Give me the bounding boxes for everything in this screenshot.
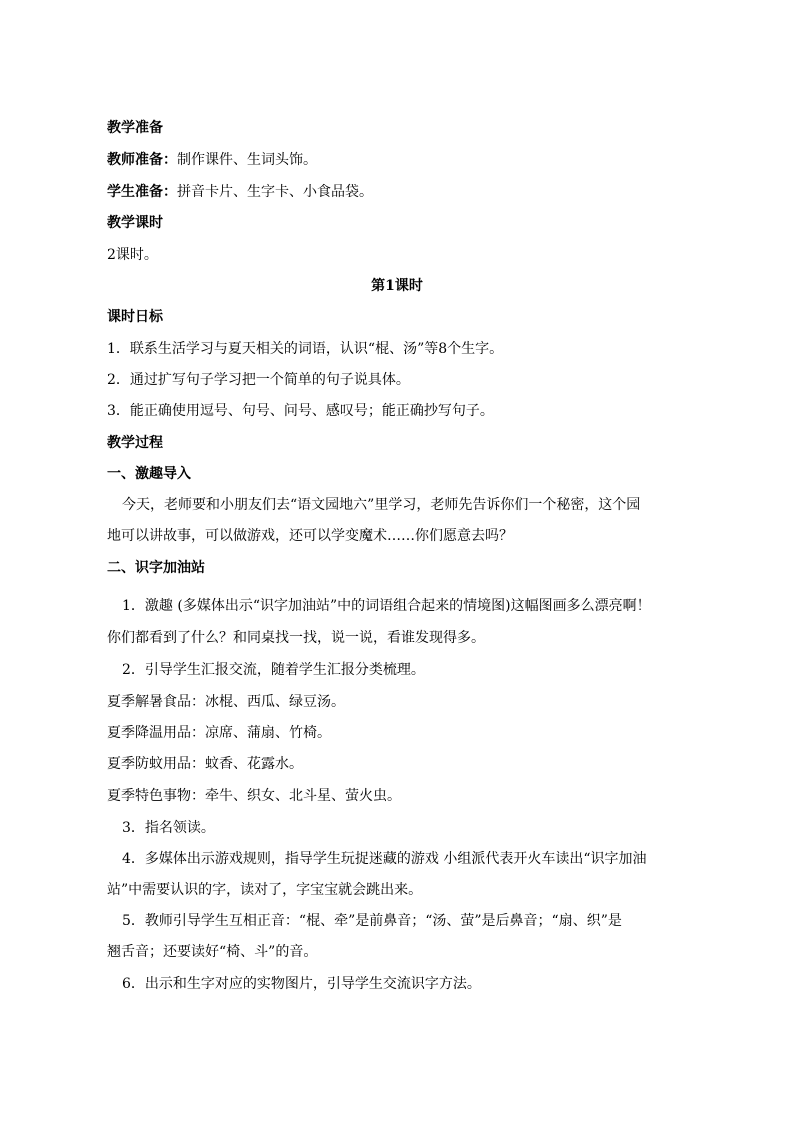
step4-line: 4．多媒体出示游戏规则，指导学生玩捉迷藏的游戏 小组派代表开火车读出“识字加油 [122, 851, 647, 867]
part1-paragraph-line: 地可以讲故事，可以做游戏，还可以学变魔术……你们愿意去吗？ [107, 528, 513, 544]
part2-heading: 二、识字加油站 [107, 560, 205, 576]
goal-item: 3．能正确使用逗号、句号、问号、感叹号；能正确抄写句子。 [107, 403, 494, 419]
step1-line: 你们都看到了什么？和同桌找一找，说一说，看谁发现得多。 [107, 630, 485, 646]
hours-heading: 教学课时 [107, 215, 163, 231]
step5-line: 翘舌音；还要读好“椅、斗”的音。 [107, 944, 318, 960]
prep-heading: 教学准备 [107, 120, 163, 136]
student-prep-label: 学生准备： [107, 184, 177, 200]
part1-paragraph-line: 今天，老师要和小朋友们去“语文园地六”里学习，老师先告诉你们一个秘密，这个园 [122, 497, 641, 513]
step6-line: 6．出示和生字对应的实物图片，引导学生交流识字方法。 [122, 976, 481, 992]
step5-line: 5．教师引导学生互相正音：“棍、牵”是前鼻音；“汤、萤”是后鼻音；“扇、织”是 [122, 913, 622, 929]
step2-line: 2．引导学生汇报交流，随着学生汇报分类梳理。 [122, 662, 425, 678]
step4-line: 站”中需要认识的字，读对了，字宝宝就会跳出来。 [107, 882, 423, 898]
step3-line: 3．指名领读。 [122, 820, 215, 836]
goal-item: 1．联系生活学习与夏天相关的词语，认识“棍、汤”等8个生字。 [107, 341, 504, 357]
part1-heading: 一、激趣导入 [107, 466, 191, 482]
goal-item: 2．通过扩写句子学习把一个简单的句子说具体。 [107, 372, 410, 388]
category-line: 夏季降温用品：凉席、蒲扇、竹椅。 [107, 725, 331, 741]
category-line: 夏季特色事物：牵牛、织女、北斗星、萤火虫。 [107, 788, 401, 804]
teacher-prep-text: 制作课件、生词头饰。 [177, 152, 317, 168]
category-line: 夏季防蚊用品：蚊香、花露水。 [107, 756, 303, 772]
goals-heading: 课时日标 [107, 309, 163, 325]
lesson-title: 第1课时 [371, 278, 423, 294]
student-prep-line [107, 182, 373, 202]
step1-line: 1．激趣 (多媒体出示“识字加油站”中的词语组合起来的情境图)这幅图画多么漂亮啊！ [122, 598, 651, 614]
student-prep-text: 拼音卡片、生字卡、小食品袋。 [177, 184, 373, 200]
hours-text: 2课时。 [107, 247, 158, 263]
process-heading: 教学过程 [107, 435, 163, 451]
category-line: 夏季解暑食品：冰棍、西瓜、绿豆汤。 [107, 694, 345, 710]
teacher-prep-line [107, 150, 317, 170]
teacher-prep-label: 教师准备： [107, 152, 177, 168]
